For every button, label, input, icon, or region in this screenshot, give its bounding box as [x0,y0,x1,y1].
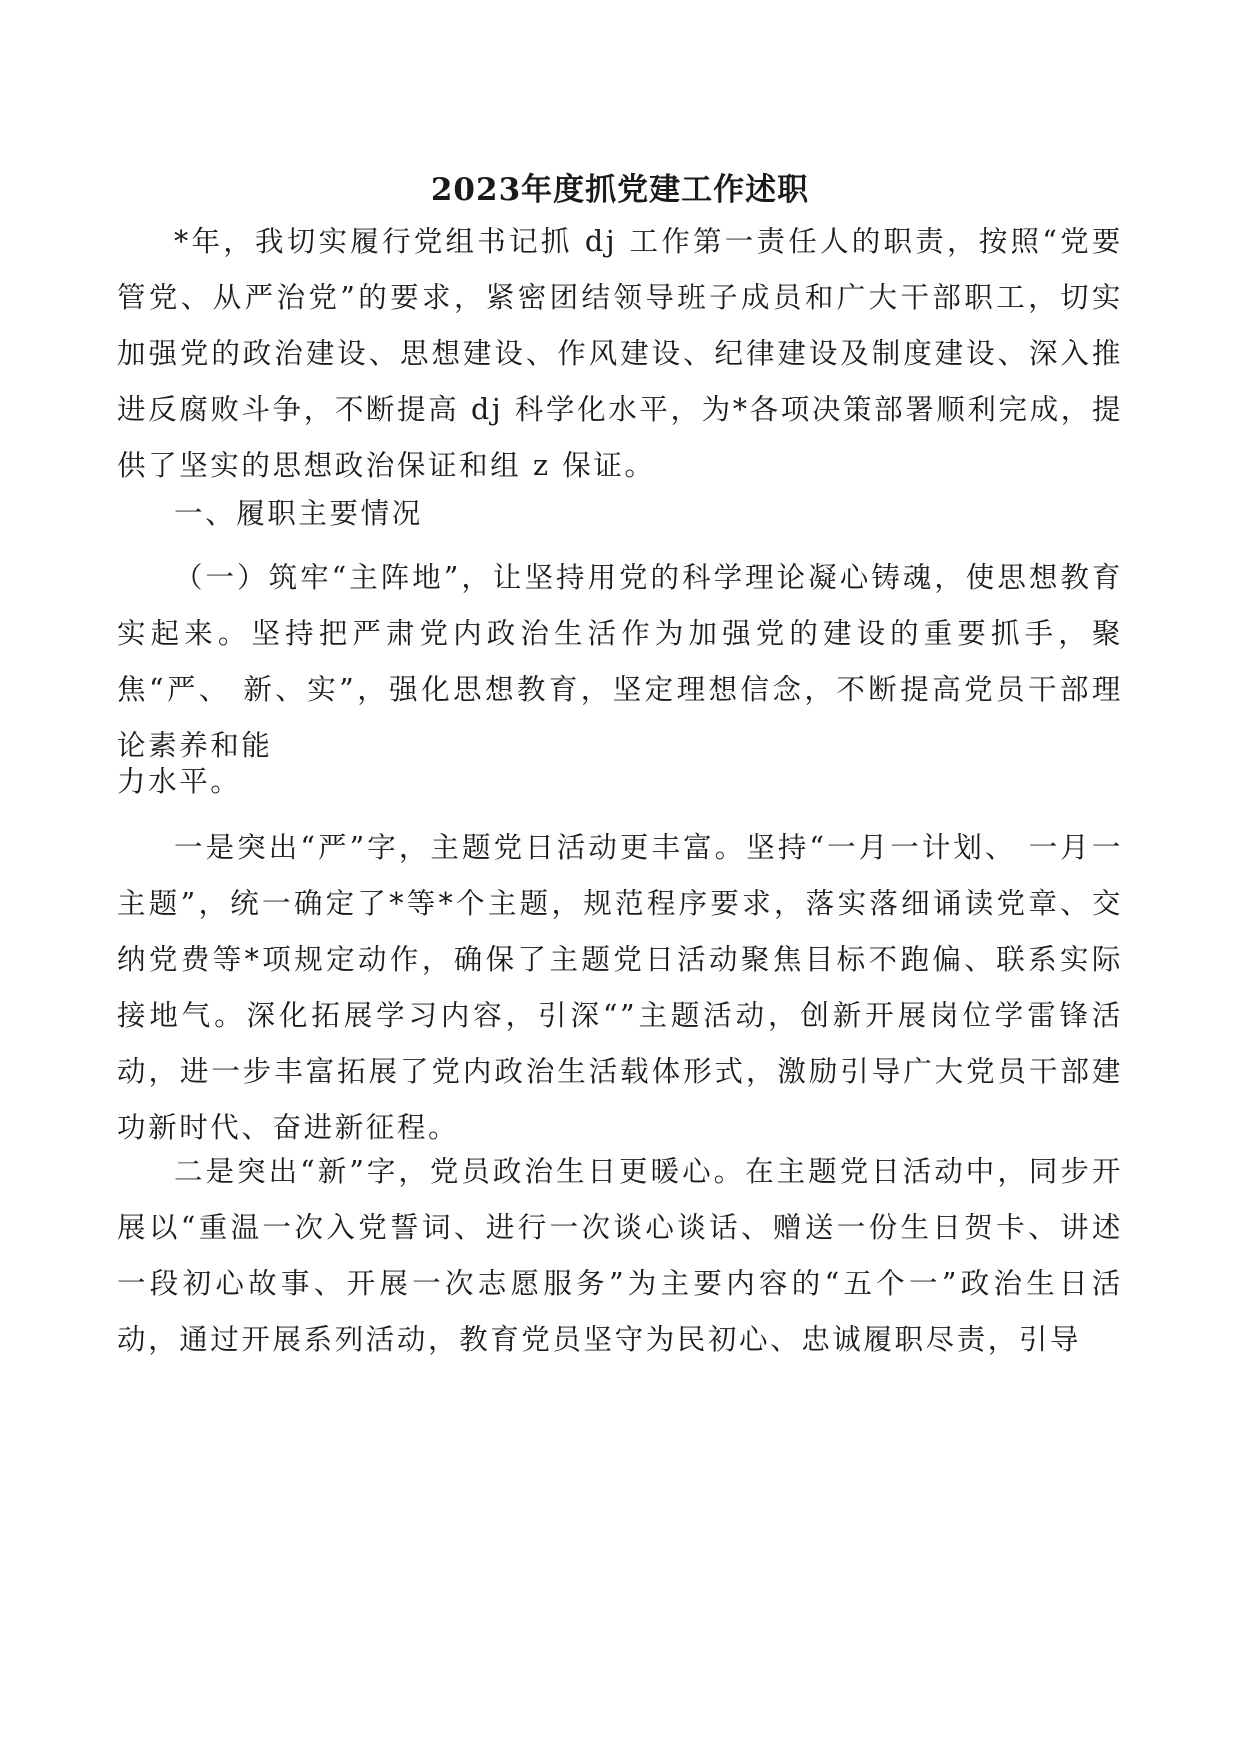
body-paragraph-second-point: 二是突出“新”字，党员政治生日更暖心。在主题党日活动中，同步开展以“重温一次入党誓词、进行一次谈心谈话、赠送一份生日贺卡、讲述一段初心故事、开展一次志愿服务”为主要内容的“五个一”政治生日活动，通过开展系列活动，教育党员坚守为民初心、忠诚履职尽责，引导 [117,1155,1123,1356]
section-heading: 一、履职主要情况 [174,497,423,530]
paragraph-continuation: 力水平。 [117,765,242,798]
document-title: 2023年度抓党建工作述职 [430,172,810,208]
body-paragraph-first-point: 一是突出“严”字，主题党日活动更丰富。坚持“一月一计划、 一月一主题”，统一确定了*等*个主题，规范程序要求，落实落细诵读党章、交纳党费等*项规定动作，确保了主题党日活动聚焦目标不跑偏、联系实际接地气。深化拓展学习内容，引深“”主题活动，创新开展岗位学雷锋活动，进一步丰富拓展了党内政治生活载体形式，激励引导广大党员干部建功新时代、奋进新征程。 [117,831,1123,1144]
subsection-paragraph: （一）筑牢“主阵地”，让坚持用党的科学理论凝心铸魂，使思想教育实起来。坚持把严肃党内政治生活作为加强党的建设的重要抓手，聚焦“严、 新、实”，强化思想教育，坚定理想信念，不断提高党员干部理论素养和能 [117,561,1123,762]
intro-paragraph: *年，我切实履行党组书记抓 dj 工作第一责任人的职责，按照“党要管党、从严治党”的要求，紧密团结领导班子成员和广大干部职工，切实加强党的政治建设、思想建设、作风建设、纪律建设及制度建设、深入推进反腐败斗争，不断提高 dj 科学化水平，为*各项决策部署顺利完成，提供了坚实的思想政治保证和组 z 保证。 [117,225,1123,482]
